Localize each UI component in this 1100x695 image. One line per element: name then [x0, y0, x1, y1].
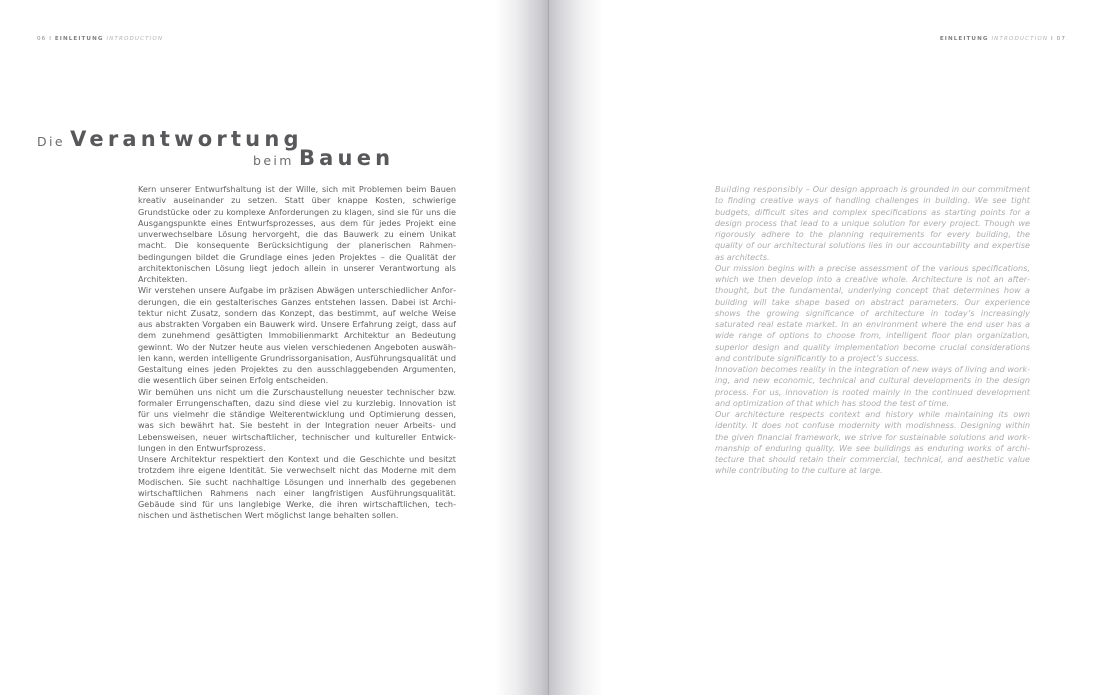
left-page: [0, 0, 549, 695]
title-bauen: Bauen: [298, 146, 395, 170]
paragraph-de-4: Unsere Architektur respektiert den Kontext und die Geschichte und besitzt trotzdem ihre eigene Identität. Sie verwechselt nicht das Moderne mit dem Modischen. Sie sucht nachhaltige Lösungen und innerhalb des gegebenen wirtschaftlichen Rahmens nach einer langfristigen Ausführungsqualität. Gebäude sind für uns langlebige Werke, die ihren wirtschaftlichen, technischen und ästhetischen Wert möglichst lange behalten sollen.: [138, 454, 456, 521]
paragraph-de-3: Wir bemühen uns nicht um die Zurschaustellung neuester technischer bzw. formaler Errungenschaften, dazu sind diese viel zu kurzlebig. Innovation ist für uns vielmehr die ständige Weiterentwicklung und Optimierung dessen, was sich bewährt hat. Sie besteht in der Integration neuer Arbeits- und Lebensweisen, neuer wirtschaftlicher, technischer und kultureller Entwicklungen in den Entwurfsprozess.: [138, 386, 456, 453]
title-beim: beim: [253, 153, 294, 168]
page-title-line-2: [253, 146, 394, 170]
section-label-en: INTRODUCTION: [991, 36, 1049, 42]
lead-in-heading: Building responsibly: [715, 184, 804, 194]
lead-in-dash: –: [803, 184, 813, 194]
section-label-de: EINLEITUNG: [54, 36, 104, 42]
page-number-right: 07: [1056, 36, 1066, 42]
paragraph-de-2: Wir verstehen unsere Aufgabe im präzisen Abwägen unterschiedlicher Anforderungen, die ein gestalterisches Ganzes entstehen lassen. Dabei ist Architektur nicht Zusatz, sondern das Konzept, das bestimmt, auf welche Weise aus abstrakten Vorgaben ein Bauwerk wird. Unsere Erfahrung zeigt, dass auf dem zunehmend gesättigten Immobilienmarkt Architektur an Bedeutung gewinnt. Wo der Nutzer heute aus vielen verschiedenen Angeboten auswählen kann, werden intelligente Grundrissorganisation, Ausführungsqualität und Gestaltung eines jeden Projektes zu den ausschlaggebenden Argumenten, die wesentlich über seinen Erfolg entscheiden.: [138, 285, 456, 386]
page-number-left: 06: [37, 36, 47, 42]
paragraph-de-1: Kern unserer Entwurfshaltung ist der Wille, sich mit Problemen beim Bauen kreativ auseinander zu setzen. Statt über knappe Kosten, schwierige Grundstücke oder zu komplexe Anforderungen zu klagen, sind sie für uns die Ausgangspunkte eines Entwurfsprozesses, aus dem für jedes Projekt eine unverwechselbare Lösung hervorgeht, die das Bauwerk zu einem Unikat macht. Die konsequente Berücksichtigung der planerischen Rahmenbedingungen bildet die Grundlage eines jeden Projektes – die Qualität der architektonischen Lösung liegt jedoch allein in unserer Verantwortung als Architekten.: [138, 184, 456, 284]
gutter-shadow-right: [549, 0, 604, 695]
running-head-left: [37, 36, 163, 42]
english-body-text: [715, 184, 1030, 477]
running-head-separator: I: [1051, 36, 1054, 42]
paragraph-en-1-text: Our design approach is grounded in our commitment to finding creative ways of handling challenges in building. We see tight budgets, difficult sites and complex specifications as starting points for a design process that lead to a unique solution for every project. Though we rigorously adhere to the planning requirements for every building, the quality of our architectural solutions lies in our accountability and expertise as architects.: [715, 184, 1030, 262]
paragraph-en-2: Our mission begins with a precise assessment of the various specifications, which we then develop into a creative whole. Architecture is not an afterthought, but the fundamental, underlying concept that determines how a building will take shape based on abstract parameters. Our experience shows the growing significance of architecture in today’s increasingly saturated real estate market. In an environment where the end user has a wide range of options to choose from, intelligent floor plan organization, superior design and quality implementation become crucial considerations and contribute significantly to a project’s success.: [715, 262, 1030, 363]
running-head-right: [940, 36, 1066, 42]
paragraph-en-1: [715, 184, 1030, 263]
paragraph-en-3: Innovation becomes reality in the integration of new ways of living and working, and new economic, technical and cultural developments in the design process. For us, innovation is rooted mainly in the continued development and optimization of that which has stood the test of time.: [715, 364, 1030, 408]
paragraph-en-4: Our architecture respects context and history while maintaining its own identity. It does not confuse modernity with modishness. Designing within the given financial framework, we strive for sustainable solutions and workmanship of enduring quality. We see buildings as enduring works of architecture that should retain their commercial, technical, and aesthetic value while contributing to the culture at large.: [715, 409, 1030, 476]
title-die: Die: [37, 134, 65, 149]
section-label-en: INTRODUCTION: [106, 36, 164, 42]
section-label-de: EINLEITUNG: [939, 36, 989, 42]
gutter-shadow-left: [495, 0, 549, 695]
running-head-separator: I: [49, 36, 52, 42]
book-gutter: [548, 0, 549, 695]
german-body-text: [138, 184, 456, 522]
title-verantwortung: Verantwortung: [70, 127, 303, 151]
